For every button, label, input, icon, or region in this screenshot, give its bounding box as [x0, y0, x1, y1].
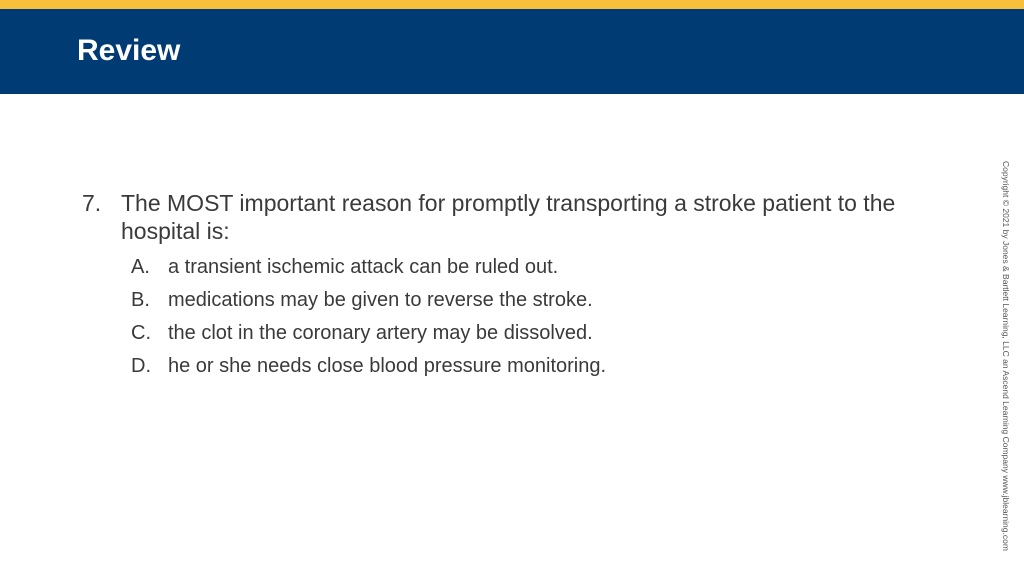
choice-text: medications may be given to reverse the stroke.: [168, 289, 593, 311]
copyright-notice: Copyright © 2021 by Jones & Bartlett Learning, LLC an Ascend Learning Company www.jblearning.com: [1001, 161, 1011, 551]
choice-letter: D.: [131, 355, 151, 377]
choice-letter: C.: [131, 322, 151, 344]
choice-letter: B.: [131, 289, 150, 311]
choice-text: the clot in the coronary artery may be dissolved.: [168, 322, 593, 344]
question-block: [82, 189, 942, 245]
choice-text: he or she needs close blood pressure monitoring.: [168, 355, 607, 377]
choice-letter: A.: [131, 256, 150, 278]
slide-title: Review: [77, 34, 181, 67]
choice-text: a transient ischemic attack can be ruled out.: [168, 256, 559, 278]
accent-strip: [0, 0, 1024, 9]
question-text: The MOST important reason for promptly transporting a stroke patient to the hospital is:: [121, 190, 896, 244]
question-number: 7.: [82, 190, 102, 216]
